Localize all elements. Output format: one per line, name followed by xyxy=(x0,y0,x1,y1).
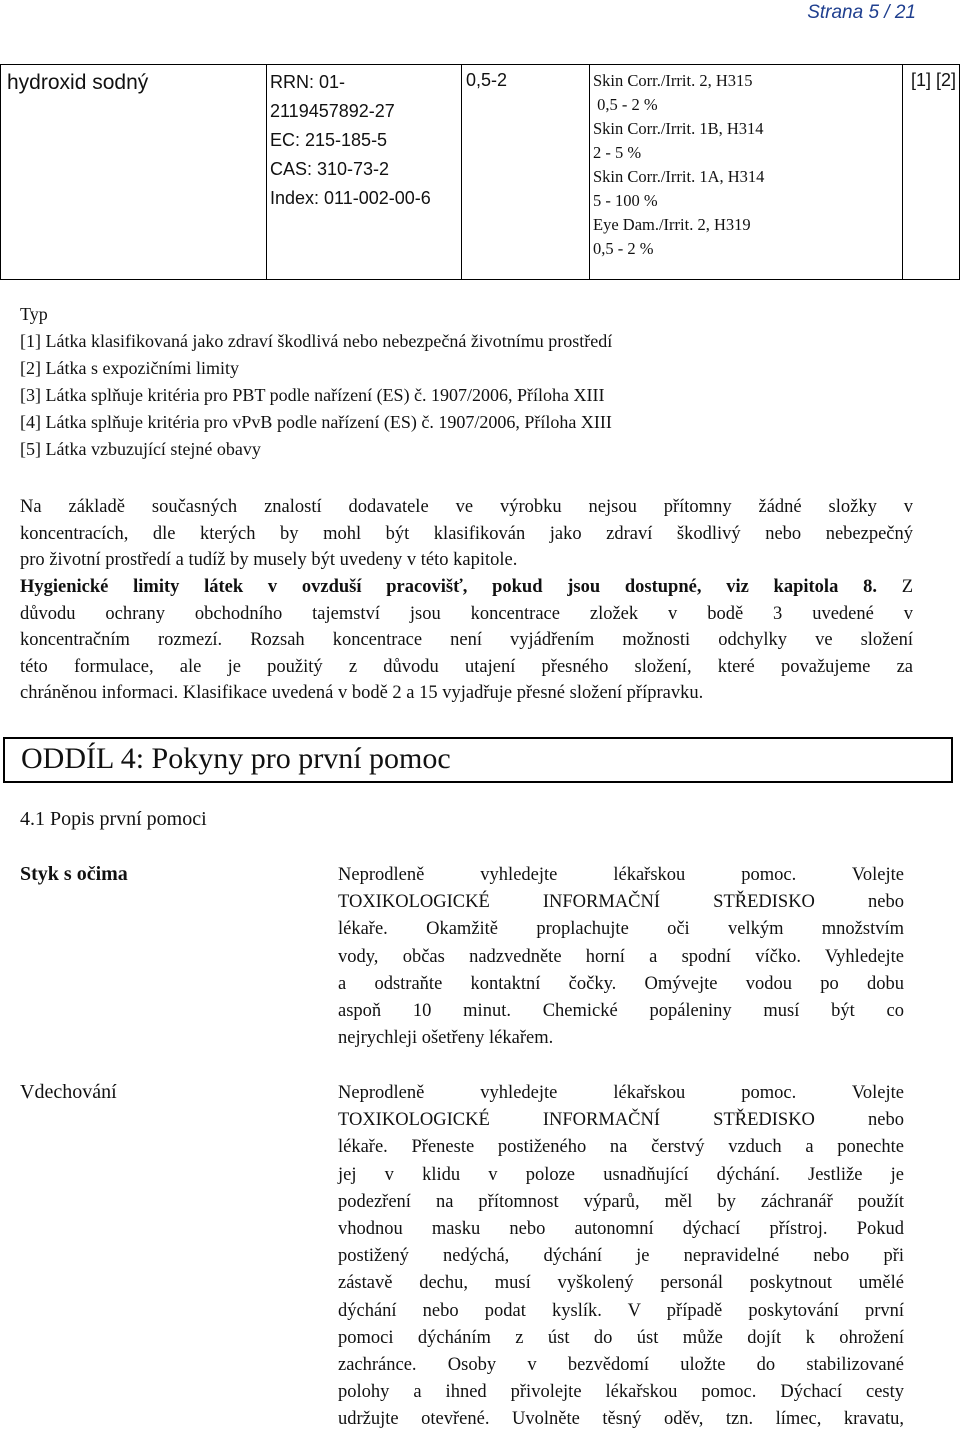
classification-line: 0,5 - 2 % xyxy=(593,95,658,114)
legend-item: [4] Látka splňuje kritéria pro vPvB podle nařízení (ES) č. 1907/2006, Příloha XIII xyxy=(20,412,612,432)
first-aid-eyes-text xyxy=(338,862,904,1052)
text-line: Neprodleně vyhledejte lékařskou pomoc. Volejte xyxy=(338,1083,904,1103)
legend-item: [5] Látka vzbuzující stejné obavy xyxy=(20,439,261,459)
text-line: pomoci dýcháním z úst do úst může dojít k ohrožení xyxy=(338,1327,904,1348)
text-line: TOXIKOLOGICKÉ INFORMAČNÍ STŘEDISKO nebo xyxy=(338,892,904,913)
legend-item: [1] Látka klasifikovaná jako zdraví škodlivá nebo nebezpečná životnímu prostředí xyxy=(20,331,613,351)
paragraph-line: koncentracích, dle kterých by mohl být klasifikován jako zdraví škodlivý nebo nebezpečný xyxy=(20,523,913,544)
paragraph-line: chráněnou informaci. Klasifikace uvedená v bodě 2 a 15 vyjadřuje přesné složení přípravku. xyxy=(20,683,704,703)
classification-line: Skin Corr./Irrit. 2, H315 xyxy=(593,71,753,90)
paragraph-line: koncentračním rozmezí. Rozsah koncentrace není vyjádřením možnosti odchylky ve složení xyxy=(20,630,913,650)
legend-item: [2] Látka s expozičními limity xyxy=(20,358,239,378)
concentration: 0,5-2 xyxy=(462,65,590,280)
paragraph-line: pro životní prostředí a tudíž by musely být uvedeny v této kapitole. xyxy=(20,550,518,570)
section-heading-box xyxy=(3,737,953,783)
paragraph-components-note xyxy=(20,494,913,574)
text-line: lékaře. Přeneste postiženého na čerstvý vzduch a ponechte xyxy=(338,1137,904,1158)
type-legend xyxy=(20,301,612,463)
substance-name: hydroxid sodný xyxy=(1,65,267,280)
first-aid-eyes-label: Styk s očima xyxy=(20,863,128,885)
text-line: dýchání nebo podat kyslík. V případě poskytování první xyxy=(338,1300,904,1321)
paragraph-text: Z xyxy=(876,577,913,597)
text-line: postižený nedýchá, dýchání je nepravidelné nebo při xyxy=(338,1246,904,1267)
classification-line: 2 - 5 % xyxy=(593,143,642,162)
text-line: jej v klidu v poloze usnadňující dýchání. Jestliže je xyxy=(338,1164,904,1185)
text-line: nejrychleji ošetřeny lékařem. xyxy=(338,1028,554,1049)
text-line: TOXIKOLOGICKÉ INFORMAČNÍ STŘEDISKO nebo xyxy=(338,1110,904,1131)
text-line: zachránce. Osoby v bezvědomí uložte do stabilizované xyxy=(338,1355,904,1376)
paragraph-line: této formulace, ale je použitý z důvodu utajení přesného složení, které považujeme za xyxy=(20,656,913,677)
legend-title: Typ xyxy=(20,304,48,324)
substance-identifiers xyxy=(267,65,462,280)
paragraph-line: Na základě současných znalostí dodavatele ve výrobku nejsou přítomny žádné složky v xyxy=(20,497,913,517)
text-line: podezření na přítomnost výparů, měl by záchranář použít xyxy=(338,1191,904,1212)
identifier-line: 2119457892-27 xyxy=(270,101,395,121)
legend-item: [3] Látka splňuje kritéria pro PBT podle nařízení (ES) č. 1907/2006, Příloha XIII xyxy=(20,385,605,405)
text-line: vody, občas nadzvedněte horní a spodní víčko. Vyhledejte xyxy=(338,946,904,967)
text-line: vhodnou masku nebo autonomní dýchací přístroj. Pokud xyxy=(338,1219,904,1240)
identifier-line: RRN: 01- xyxy=(270,72,346,92)
text-line: zástavě dechu, musí vyškolený personál poskytnout umělé xyxy=(338,1273,904,1294)
classification-line: Skin Corr./Irrit. 1B, H314 xyxy=(593,119,764,138)
components-table xyxy=(0,64,960,280)
text-line: lékaře. Okamžitě proplachujte oči velkým množstvím xyxy=(338,919,904,940)
references: [1] [2] xyxy=(903,65,960,280)
identifier-line: EC: 215-185-5 xyxy=(270,130,388,150)
paragraph-line: důvodu ochrany obchodního tajemství jsou koncentrace zložek v bodě 3 uvedené v xyxy=(20,603,913,624)
identifier-line: CAS: 310-73-2 xyxy=(270,159,390,179)
page-number: Strana 5 / 21 xyxy=(807,2,916,23)
first-aid-inhalation-label: Vdechování xyxy=(20,1081,117,1103)
classification-line: 5 - 100 % xyxy=(593,191,658,210)
classification-line: Skin Corr./Irrit. 1A, H314 xyxy=(593,167,765,186)
text-line: Neprodleně vyhledejte lékařskou pomoc. Volejte xyxy=(338,865,904,885)
subsection-title: 4.1 Popis první pomoci xyxy=(20,808,207,830)
paragraph-line xyxy=(20,574,913,601)
text-line: polohy a ihned přivolejte lékařskou pomoc. Dýchací cesty xyxy=(338,1382,904,1403)
text-line: a odstraňte kontaktní čočky. Omývejte vodou po dobu xyxy=(338,973,904,994)
paragraph-hygiene-limits xyxy=(20,574,913,707)
identifier-line: Index: 011-002-00-6 xyxy=(270,188,431,208)
classification-line: Eye Dam./Irrit. 2, H319 xyxy=(593,215,751,234)
first-aid-inhalation-text xyxy=(338,1080,904,1434)
table-row xyxy=(1,65,960,280)
text-line: udržujte otevřené. Uvolněte těsný oděv, tzn. límec, kravatu, xyxy=(338,1409,904,1430)
text-line: aspoň 10 minut. Chemické popáleniny musí být co xyxy=(338,1001,904,1022)
section-title: ODDÍL 4: Pokyny pro první pomoc xyxy=(21,742,451,775)
hygiene-limits-note: Hygienické limity látek v ovzduší pracovišť, pokud jsou dostupné, viz kapitola 8. xyxy=(20,577,877,597)
classification-line: 0,5 - 2 % xyxy=(593,239,654,258)
classification xyxy=(590,65,903,280)
